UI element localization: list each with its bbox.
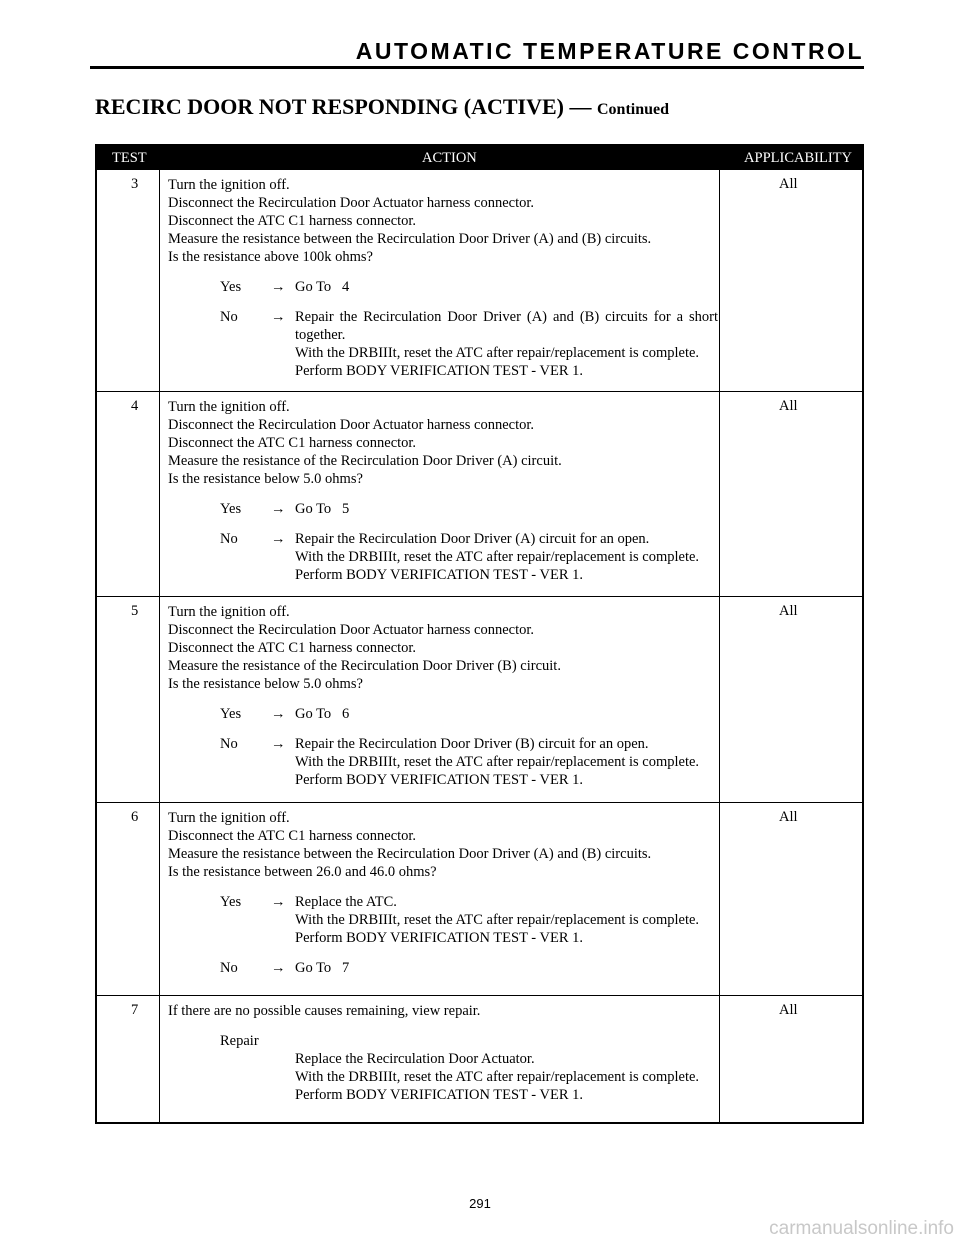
- no-response: [168, 308, 718, 380]
- response-line: Go To 5: [295, 501, 350, 517]
- applicability: All: [779, 176, 798, 192]
- arrow-right-icon: →: [271, 279, 286, 295]
- action-step: Is the resistance between 26.0 and 46.0 ohms?: [168, 864, 437, 880]
- action-cell: [168, 603, 718, 789]
- yes-label: Yes: [220, 894, 242, 910]
- action-step: Is the resistance above 100k ohms?: [168, 249, 373, 265]
- no-label: No: [220, 960, 238, 976]
- test-number: 4: [131, 398, 139, 414]
- response-line: Go To 4: [295, 279, 350, 295]
- action-step: Disconnect the ATC C1 harness connector.: [168, 828, 417, 844]
- response-line: Go To 7: [295, 960, 350, 976]
- action-cell: [168, 176, 718, 380]
- no-label: No: [220, 736, 238, 752]
- diagnostic-table: [95, 144, 864, 1124]
- response-line: Perform BODY VERIFICATION TEST - VER 1.: [295, 930, 583, 946]
- response-line: Perform BODY VERIFICATION TEST - VER 1.: [295, 567, 583, 583]
- header-rule: [90, 66, 864, 69]
- page-number: 291: [469, 1196, 491, 1211]
- action-step: Disconnect the ATC C1 harness connector.: [168, 435, 417, 451]
- arrow-right-icon: →: [271, 706, 286, 722]
- arrow-right-icon: →: [271, 309, 286, 325]
- action-step: Measure the resistance of the Recirculation Door Driver (B) circuit.: [168, 658, 561, 674]
- repair-line: Replace the Recirculation Door Actuator.: [295, 1051, 535, 1067]
- action-step: Disconnect the Recirculation Door Actuator harness connector.: [168, 195, 535, 211]
- applicability: All: [779, 809, 798, 825]
- action-step: Turn the ignition off.: [168, 399, 290, 415]
- arrow-right-icon: →: [271, 501, 286, 517]
- action-step: Measure the resistance between the Recirculation Door Driver (A) and (B) circuits.: [168, 231, 652, 247]
- action-cell: [168, 1002, 718, 1104]
- action-step: Turn the ignition off.: [168, 810, 290, 826]
- repair-instructions: [295, 1050, 718, 1104]
- response-line: With the DRBIIIt, reset the ATC after repair/replacement is complete.: [295, 345, 700, 361]
- yes-label: Yes: [220, 706, 242, 722]
- no-response: [168, 959, 718, 977]
- yes-label: Yes: [220, 279, 242, 295]
- action-cell: [168, 398, 718, 584]
- repair-label: Repair: [220, 1033, 259, 1049]
- response-line: Perform BODY VERIFICATION TEST - VER 1.: [295, 772, 583, 788]
- action-step: Disconnect the Recirculation Door Actuator harness connector.: [168, 417, 535, 433]
- applicability: All: [779, 398, 798, 414]
- applicability: All: [779, 1002, 798, 1018]
- response-line: Repair the Recirculation Door Driver (B) circuit for an open.: [295, 736, 649, 752]
- table-row: [97, 996, 862, 1124]
- action-step: Turn the ignition off.: [168, 177, 290, 193]
- no-label: No: [220, 531, 238, 547]
- test-number: 7: [131, 1002, 139, 1018]
- response-line: With the DRBIIIt, reset the ATC after repair/replacement is complete.: [295, 754, 700, 770]
- watermark: carmanualsonline.info: [769, 1218, 954, 1239]
- test-number: 6: [131, 809, 139, 825]
- arrow-right-icon: →: [271, 894, 286, 910]
- response-line: With the DRBIIIt, reset the ATC after repair/replacement is complete.: [295, 549, 700, 565]
- no-label: No: [220, 309, 238, 325]
- response-line: Perform BODY VERIFICATION TEST - VER 1.: [295, 363, 583, 379]
- repair-line: With the DRBIIIt, reset the ATC after repair/replacement is complete.: [295, 1069, 700, 1085]
- action-step: Turn the ignition off.: [168, 604, 290, 620]
- response-line: Repair the Recirculation Door Driver (A) and (B) circuits for a short together.: [295, 309, 718, 343]
- header-test: TEST: [112, 150, 147, 166]
- action-step: If there are no possible causes remaining, view repair.: [168, 1003, 481, 1019]
- arrow-right-icon: →: [271, 736, 286, 752]
- table-row: [97, 597, 862, 803]
- action-step: Disconnect the Recirculation Door Actuator harness connector.: [168, 622, 535, 638]
- table-row: [97, 803, 862, 996]
- action-step: Measure the resistance of the Recirculation Door Driver (A) circuit.: [168, 453, 562, 469]
- action-step: Measure the resistance between the Recirculation Door Driver (A) and (B) circuits.: [168, 846, 652, 862]
- repair-line: Perform BODY VERIFICATION TEST - VER 1.: [295, 1087, 583, 1103]
- response-line: Go To 6: [295, 706, 350, 722]
- response-line: Repair the Recirculation Door Driver (A) circuit for an open.: [295, 531, 650, 547]
- test-number: 5: [131, 603, 139, 619]
- response-line: With the DRBIIIt, reset the ATC after repair/replacement is complete.: [295, 912, 700, 928]
- no-response: [168, 530, 718, 584]
- yes-response: [168, 500, 718, 518]
- applicability: All: [779, 603, 798, 619]
- arrow-right-icon: →: [271, 960, 286, 976]
- yes-response: [168, 893, 718, 947]
- header-action: ACTION: [422, 150, 477, 166]
- yes-response: [168, 705, 718, 723]
- action-step: Disconnect the ATC C1 harness connector.: [168, 213, 417, 229]
- response-line: Replace the ATC.: [295, 894, 397, 910]
- page-title: [95, 94, 875, 120]
- title-continued: Continued: [596, 101, 670, 118]
- yes-response: [168, 278, 718, 296]
- arrow-right-icon: →: [271, 531, 286, 547]
- test-number: 3: [131, 176, 139, 192]
- action-cell: [168, 809, 718, 977]
- running-head: AUTOMATIC TEMPERATURE CONTROL: [355, 38, 864, 64]
- action-step: Is the resistance below 5.0 ohms?: [168, 471, 363, 487]
- table-row: [97, 170, 862, 392]
- header-applicability: APPLICABILITY: [744, 150, 852, 166]
- action-step: Disconnect the ATC C1 harness connector.: [168, 640, 417, 656]
- table-header: [97, 146, 862, 170]
- no-response: [168, 735, 718, 789]
- yes-label: Yes: [220, 501, 242, 517]
- title-main: RECIRC DOOR NOT RESPONDING (ACTIVE) —: [95, 94, 592, 119]
- action-step: Is the resistance below 5.0 ohms?: [168, 676, 363, 692]
- table-row: [97, 392, 862, 597]
